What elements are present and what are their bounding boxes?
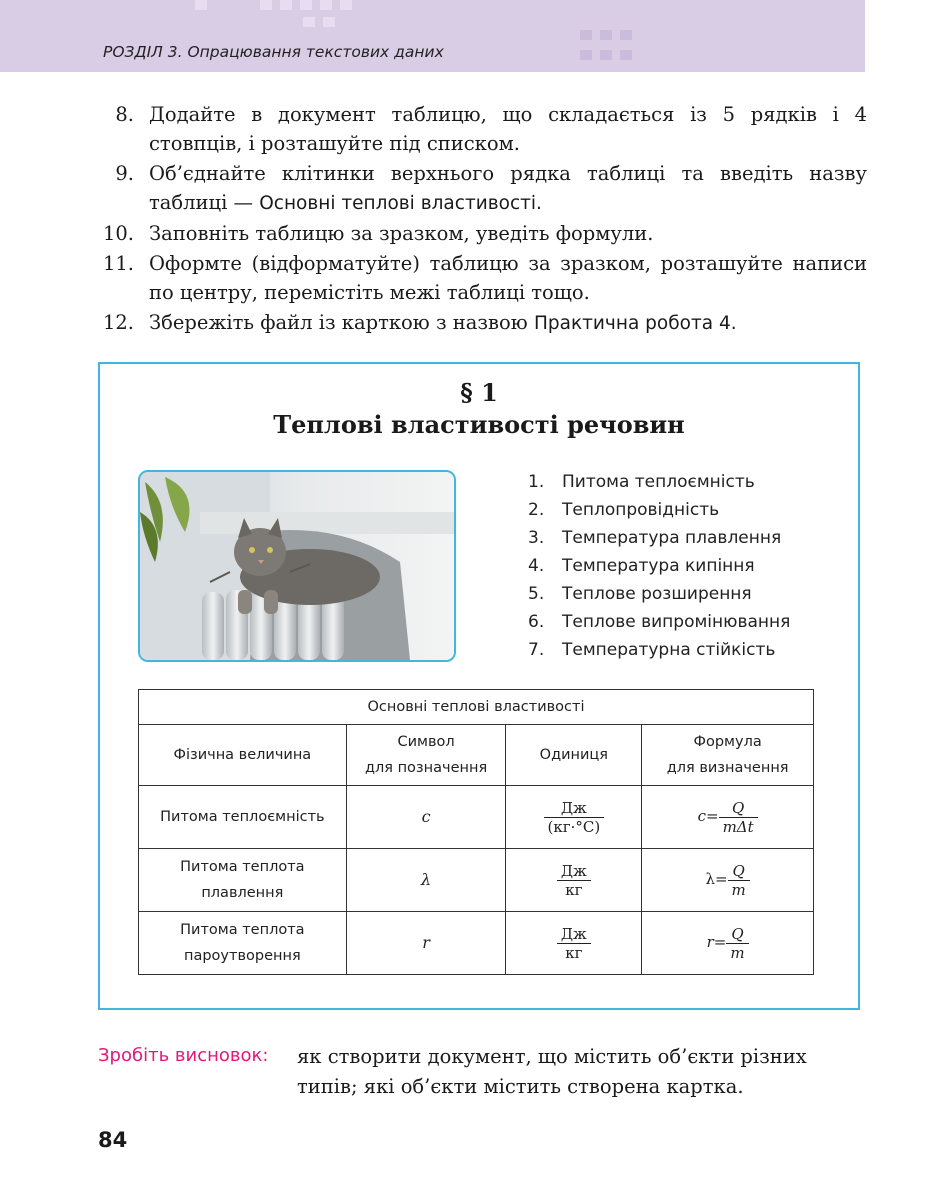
- list-label: Температурна стійкість: [562, 640, 776, 660]
- formula-fraction: [719, 799, 758, 836]
- task-text: Додайте в документ таблицю, що складається із 5 рядків і 4 стовпців, і розташуйте під списком.: [149, 103, 867, 155]
- list-item: [528, 608, 790, 636]
- list-item: [528, 496, 790, 524]
- unit-denominator: кг: [565, 880, 583, 899]
- formula-fraction: [726, 925, 748, 962]
- card-paragraph-number: § 1: [460, 378, 498, 407]
- formula: [697, 798, 758, 836]
- list-number: 6.: [528, 612, 545, 632]
- deco-square: [600, 50, 612, 60]
- cell-unit: [506, 849, 642, 912]
- deco-square: [320, 0, 332, 10]
- deco-square: [580, 50, 592, 60]
- cell-quantity: [139, 912, 347, 975]
- section-title: РОЗДІЛ 3. Опрацювання текстових даних: [103, 43, 444, 61]
- deco-square: [303, 17, 315, 27]
- formula-fraction: [728, 862, 750, 899]
- quantity-line: пароутворення: [183, 948, 301, 964]
- deco-square: [600, 30, 612, 40]
- header-symbol-line: для позначення: [364, 760, 488, 776]
- task-number: 12.: [102, 311, 134, 334]
- symbol: c: [421, 806, 431, 826]
- sample-card: [98, 362, 860, 1010]
- deco-square: [195, 0, 207, 10]
- task-number: 8.: [115, 103, 134, 126]
- formula-equals: =: [714, 870, 728, 888]
- unit-fraction: [557, 925, 591, 962]
- list-item: [528, 580, 790, 608]
- formula-numerator: Q: [728, 862, 750, 881]
- header-formula: [642, 725, 814, 786]
- quantity-line: Питома теплоємність: [160, 809, 325, 825]
- list-number: 3.: [528, 528, 545, 548]
- header-unit: Одиниця: [506, 725, 642, 786]
- list-number: 2.: [528, 500, 545, 520]
- formula-lhs: λ: [705, 870, 715, 888]
- formula-lhs: r: [706, 933, 714, 951]
- unit-numerator: Дж: [544, 799, 605, 818]
- unit-numerator: Дж: [557, 862, 591, 881]
- deco-square: [620, 30, 632, 40]
- list-label: Питома теплоємність: [562, 472, 755, 492]
- cell-unit: [506, 786, 642, 849]
- task-text: Заповніть таблицю за зразком, уведіть формули.: [149, 222, 654, 245]
- header-formula-line: для визначення: [666, 760, 789, 776]
- table-caption: Основні теплові властивості: [139, 690, 814, 725]
- list-item: [528, 552, 790, 580]
- task-text: Оформте (відформатуйте) таблицю за зразком, розташуйте написи по центру, перемістіть межі таблиці тощо.: [149, 252, 867, 304]
- table-row: [139, 849, 814, 912]
- list-item: [528, 468, 790, 496]
- conclusion-text: як створити документ, що містить об’єкти різних типів; які об’єкти містить створена картка.: [297, 1045, 807, 1098]
- cell-formula: [642, 849, 814, 912]
- task-item: [92, 249, 867, 307]
- task-number: 10.: [102, 222, 134, 245]
- deco-square: [280, 0, 292, 10]
- unit-numerator: Дж: [557, 925, 591, 944]
- deco-square: [340, 0, 352, 10]
- list-label: Температура плавлення: [562, 528, 782, 548]
- list-number: 1.: [528, 472, 545, 492]
- deco-square: [300, 0, 312, 10]
- task-item: [92, 219, 867, 248]
- deco-square: [260, 0, 272, 10]
- header-symbol-line: Символ: [397, 734, 455, 750]
- list-label: Теплове розширення: [562, 584, 752, 604]
- cat-on-radiator-photo: [138, 470, 456, 662]
- table-row: [139, 912, 814, 975]
- formula-numerator: Q: [726, 925, 748, 944]
- formula: [706, 924, 749, 962]
- cell-quantity: [139, 786, 347, 849]
- formula-denominator: mΔt: [722, 817, 754, 836]
- quantity-line: Питома теплота: [180, 922, 305, 938]
- task-item: [92, 308, 867, 338]
- cell-quantity: [139, 849, 347, 912]
- header-symbol: [346, 725, 506, 786]
- task-number: 9.: [115, 162, 134, 185]
- header-quantity: Фізична величина: [139, 725, 347, 786]
- formula-equals: =: [705, 807, 719, 825]
- task-number: 11.: [102, 252, 134, 275]
- quantity-line: Питома теплота: [180, 859, 305, 875]
- formula: [705, 861, 749, 899]
- card-title: Теплові властивості речовин: [273, 410, 685, 439]
- header-band: [0, 0, 865, 72]
- task-text: Збережіть файл із карткою з назвою: [149, 311, 534, 334]
- deco-square: [620, 50, 632, 60]
- list-label: Теплове випромінювання: [562, 612, 791, 632]
- quantity-line: плавлення: [201, 885, 284, 901]
- unit-denominator: кг: [565, 943, 583, 962]
- formula-equals: =: [713, 933, 727, 951]
- symbol: r: [422, 932, 430, 952]
- list-label: Температура кипіння: [562, 556, 755, 576]
- conclusion-label: Зробіть висновок:: [98, 1045, 269, 1066]
- formula-denominator: m: [730, 943, 745, 962]
- task-highlight: Основні теплові властивості.: [259, 193, 542, 214]
- formula-lhs: c: [697, 807, 706, 825]
- task-text: Об’єднайте клітинки верхнього рядка таблиці та введіть назву таблиці —: [149, 162, 867, 214]
- cell-symbol: [346, 849, 506, 912]
- cell-symbol: [346, 786, 506, 849]
- thermal-properties-table: [138, 689, 814, 975]
- list-number: 7.: [528, 640, 545, 660]
- task-item: [92, 159, 867, 218]
- list-item: [528, 524, 790, 552]
- unit-denominator: (кг·°С): [547, 817, 601, 836]
- page-number: 84: [98, 1128, 128, 1152]
- task-highlight: Практична робота 4.: [533, 313, 737, 334]
- formula-numerator: Q: [719, 799, 758, 818]
- cell-unit: [506, 912, 642, 975]
- task-item: [92, 100, 867, 158]
- task-list: [92, 100, 867, 339]
- symbol: λ: [421, 869, 432, 889]
- unit-fraction: [557, 862, 591, 899]
- header-formula-line: Формула: [693, 734, 762, 750]
- deco-square: [580, 30, 592, 40]
- list-item: [528, 636, 790, 664]
- table-row: [139, 786, 814, 849]
- properties-list: [528, 468, 790, 664]
- cell-symbol: [346, 912, 506, 975]
- cell-formula: [642, 912, 814, 975]
- list-number: 5.: [528, 584, 545, 604]
- cell-formula: [642, 786, 814, 849]
- photo-illustration: [140, 472, 454, 660]
- list-label: Теплопровідність: [562, 500, 720, 520]
- list-number: 4.: [528, 556, 545, 576]
- formula-denominator: m: [731, 880, 746, 899]
- deco-square: [323, 17, 335, 27]
- unit-fraction: [544, 799, 605, 836]
